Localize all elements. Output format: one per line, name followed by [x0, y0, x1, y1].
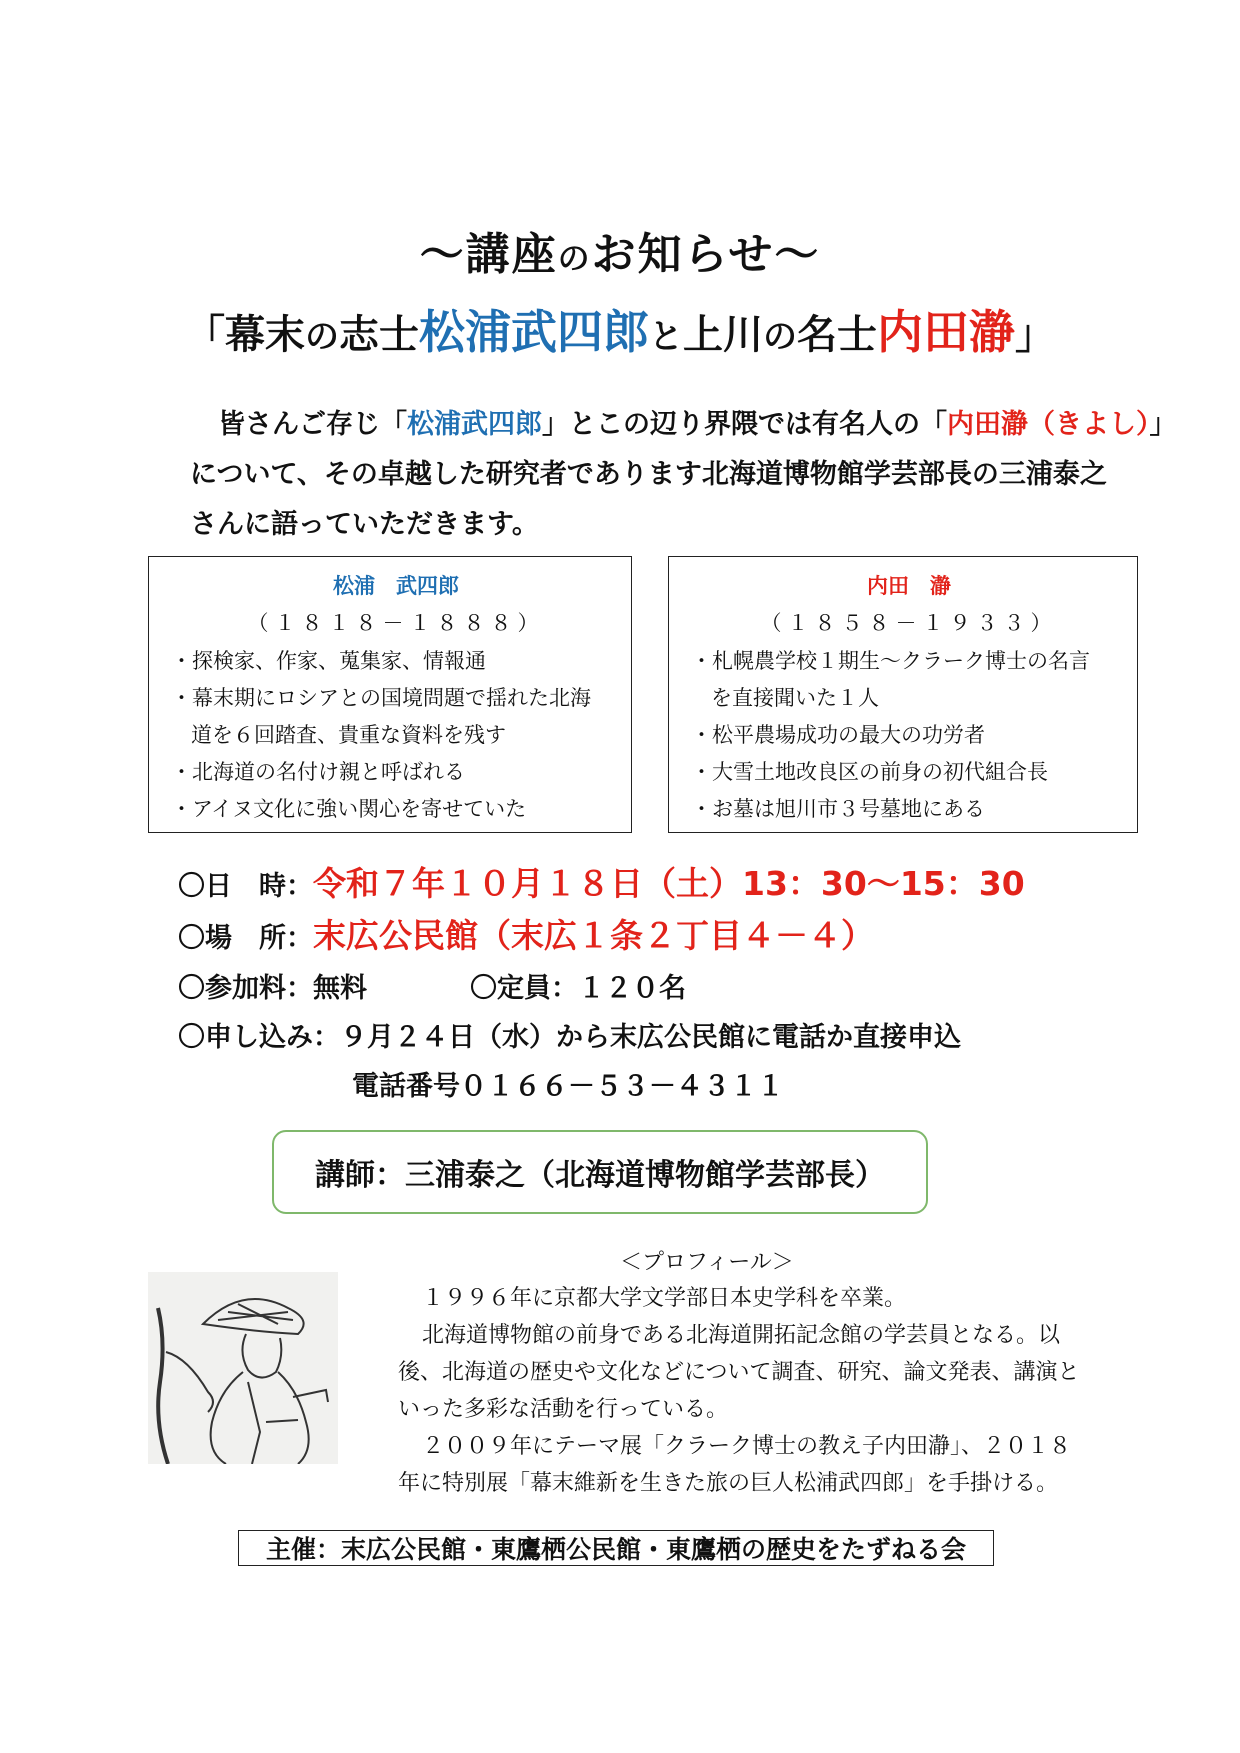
bio-box-uchida [668, 556, 1138, 833]
intro-line-2: について、その卓越した研究者であります北海道博物館学芸部長の三浦泰之 [190, 459, 1107, 490]
event-place: 〇場 所：末広公民館（末広１条２丁目４－４） [178, 916, 874, 955]
event-phone: 電話番号０１６６－５３－４３１１ [352, 1071, 784, 1102]
profile-text [398, 1280, 1158, 1502]
bio-item: ・北海道の名付け親と呼ばれる [171, 760, 465, 784]
intro-line-1: 皆さんご存じ「松浦武四郎」とこの辺り界隈では有名人の「内田瀞（きよし）」 [218, 409, 1177, 440]
portrait-illustration [148, 1272, 338, 1464]
portrait-sketch [148, 1272, 338, 1464]
profile-line: 北海道博物館の前身である北海道開拓記念館の学芸員となる。以 [422, 1323, 1061, 1348]
bio-item: を直接聞いた１人 [711, 686, 879, 710]
lecture-title: 「幕末の志士松浦武四郎と上川の名士内田瀞」 [185, 305, 1055, 359]
profile-line: 年に特別展「幕末維新を生きた旅の巨人松浦武四郎」を手掛ける。 [398, 1471, 1059, 1496]
bio-item: ・札幌農学校１期生～クラーク博士の名言 [691, 649, 1090, 673]
event-date: 〇日 時：令和７年１０月１８日（土）13：30～15：30 [178, 864, 1025, 903]
profile-line: 後、北海道の歴史や文化などについて調査、研究、論文発表、講演と [398, 1360, 1080, 1385]
bio-item: ・お墓は旭川市３号墓地にある [691, 797, 985, 821]
profile-line: いった多彩な活動を行っている。 [398, 1397, 729, 1422]
bio-name: 内田 瀞 [867, 574, 951, 598]
profile-heading: ＜プロフィール＞ [620, 1250, 794, 1275]
bio-item: ・幕末期にロシアとの国境問題で揺れた北海 [171, 686, 591, 710]
sponsor-box: 主催：末広公民館・東鷹栖公民館・東鷹栖の歴史をたずねる会 [238, 1530, 994, 1566]
bio-item: ・探検家、作家、蒐集家、情報通 [171, 649, 486, 673]
profile-line: ２００９年にテーマ展「クラーク博士の教え子内田瀞」、２０１８ [422, 1434, 1072, 1459]
event-capacity: 〇定員：１２０名 [470, 973, 686, 1004]
event-application: 〇申し込み：９月２４日（水）から末広公民館に電話か直接申込 [178, 1022, 961, 1053]
bio-item: 道を６回踏査、貴重な資料を残す [191, 723, 506, 747]
bio-item: ・大雪土地改良区の前身の初代組合長 [691, 760, 1048, 784]
bio-box-matsuura [148, 556, 632, 833]
lecturer-box: 講師：三浦泰之（北海道博物館学芸部長） [272, 1130, 928, 1214]
intro-paragraph [190, 400, 1177, 550]
bio-item: ・アイヌ文化に強い関心を寄せていた [171, 797, 527, 821]
bio-name: 松浦 武四郎 [333, 574, 459, 598]
bio-item: ・松平農場成功の最大の功労者 [691, 723, 985, 747]
notice-heading: ～講座のお知らせ～ [419, 229, 821, 280]
event-fee: 〇参加料：無料 [178, 973, 367, 1004]
title-name-matsuura: 松浦武四郎 [419, 305, 649, 359]
title-name-uchida: 内田瀞 [877, 305, 1015, 359]
bio-years: （１８５８－１９３３） [760, 611, 1058, 635]
profile-line: １９９６年に京都大学文学部日本史学科を卒業。 [422, 1286, 907, 1311]
intro-line-3: さんに語っていただきます。 [190, 509, 539, 540]
bio-years: （１８１８－１８８８） [247, 611, 545, 635]
